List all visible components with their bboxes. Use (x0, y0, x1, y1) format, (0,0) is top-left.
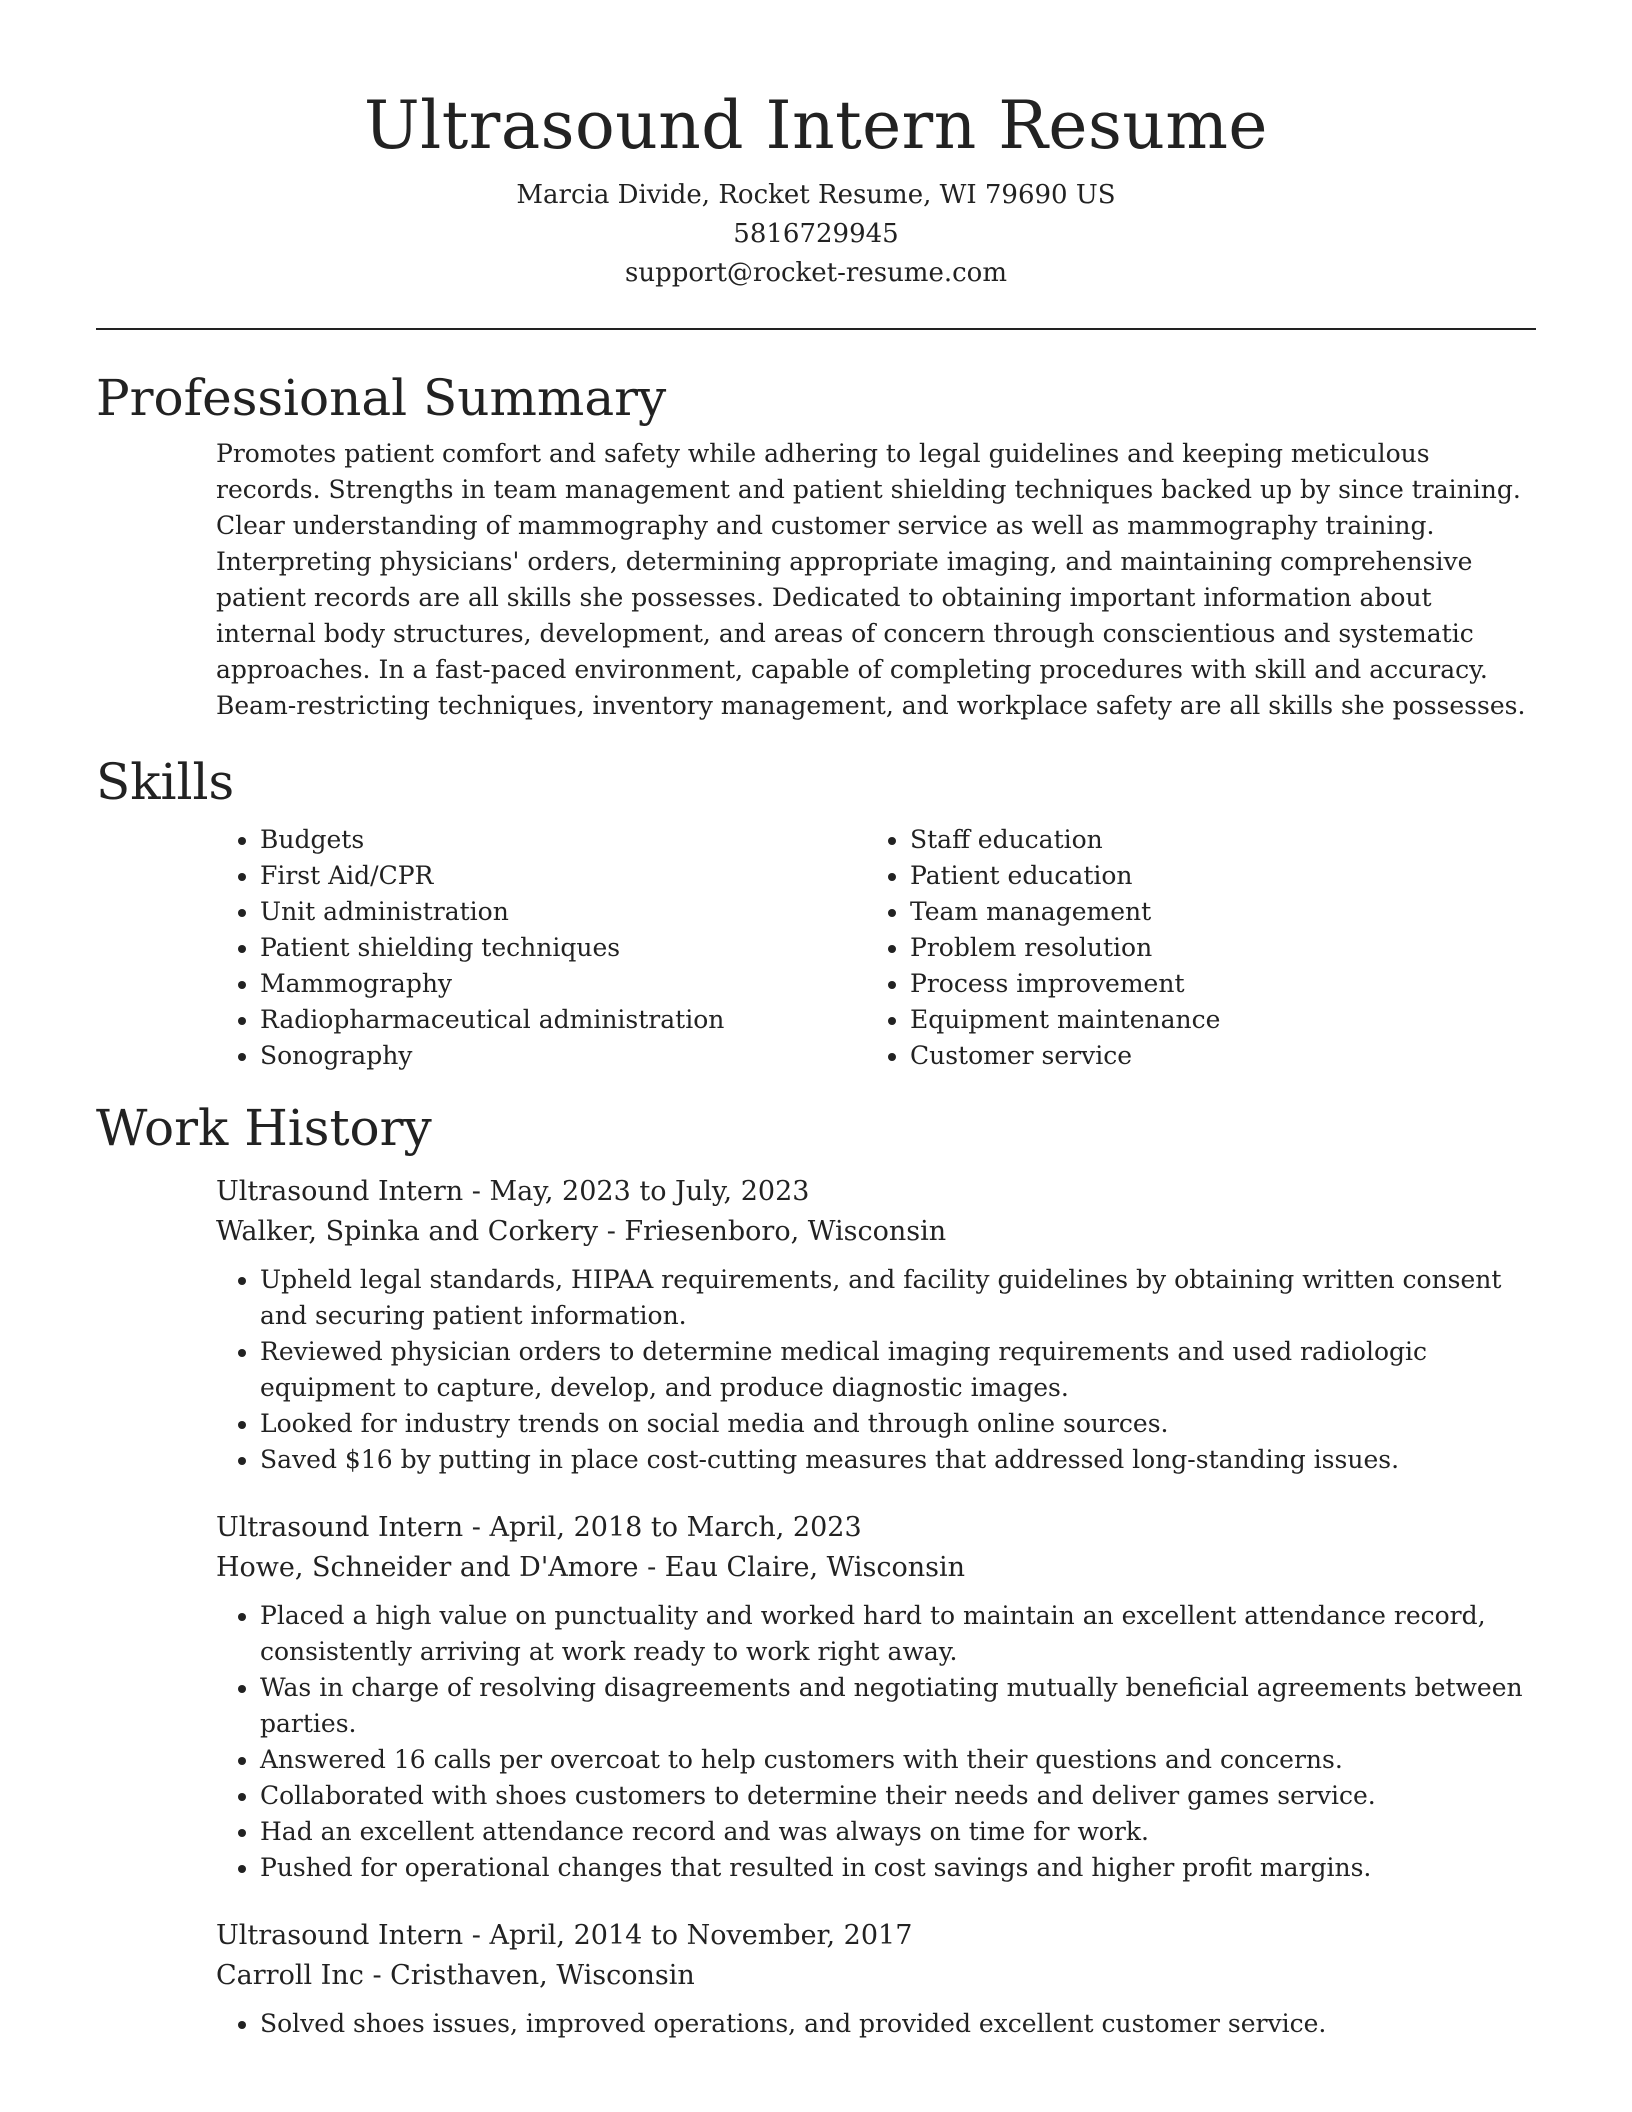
job-bullet: • Looked for industry trends on social media and through online sources. (260, 1406, 1536, 1442)
job-entry (216, 1916, 1536, 2042)
skill-item: • Process improvement (910, 966, 1516, 1002)
skill-item: • Budgets (260, 822, 866, 858)
summary-text: Promotes patient comfort and safety while adhering to legal guidelines and keeping meticulous records. Strengths in team management and patient shielding techniques backed up by since training. Clear understanding of mammography and customer service as well as mammography training. Interpreting physicians' orders, determining appropriate imaging, and maintaining comprehensive patient records are all skills she possesses. Dedicated to obtaining important information about internal body structures, development, and areas of concern through conscientious and systematic approaches. In a fast-paced environment, capable of completing procedures with skill and accuracy. Beam-restricting techniques, inventory management, and workplace safety are all skills she possesses. (216, 439, 1526, 720)
resume-page (96, 0, 1536, 2042)
job-bullet: • Answered 16 calls per overcoat to help customers with their questions and concerns. (260, 1742, 1536, 1778)
skills-column-right (866, 822, 1516, 1074)
job-title-line (216, 1508, 1536, 1548)
job-location: - Friesenboro, Wisconsin (598, 1216, 947, 1247)
skill-item: • First Aid/CPR (260, 858, 866, 894)
skill-item: • Staff education (910, 822, 1516, 858)
job-bullet: • Upheld legal standards, HIPAA requirements, and facility guidelines by obtaining written consent and securing patient information. (260, 1262, 1536, 1334)
job-location: - Cristhaven, Wisconsin (363, 1960, 695, 1991)
job-company: Carroll Inc (216, 1960, 364, 1991)
contact-address: Marcia Divide, Rocket Resume, WI 79690 US (516, 180, 1116, 210)
job-bullets (216, 1262, 1536, 1478)
job-title-line (216, 1916, 1536, 1956)
skill-item: • Radiopharmaceutical administration (260, 1002, 866, 1038)
job-bullet: • Placed a high value on punctuality and worked hard to maintain an excellent attendance record, consistently arriving at work ready to work right away. (260, 1598, 1536, 1670)
skill-item: • Customer service (910, 1038, 1516, 1074)
job-bullet: • Pushed for operational changes that resulted in cost savings and higher profit margins. (260, 1850, 1536, 1886)
contact-phone: 5816729945 (733, 219, 899, 249)
job-bullets (216, 1598, 1536, 1886)
skills-heading: Skills (96, 753, 235, 811)
job-bullet: • Solved shoes issues, improved operations, and provided excellent customer service. (260, 2006, 1536, 2042)
contact-email: support@rocket-resume.com (624, 258, 1007, 288)
job-dates: - May, 2023 to July, 2023 (463, 1176, 810, 1207)
resume-title: Ultrasound Intern Resume (364, 87, 1268, 164)
job-bullet: • Collaborated with shoes customers to determine their needs and deliver games service. (260, 1778, 1536, 1814)
skills-list (216, 822, 1536, 1074)
job-bullets (216, 2006, 1536, 2042)
job-title-line (216, 1172, 1536, 1212)
job-title: Ultrasound Intern (216, 1920, 464, 1951)
job-company-line (216, 1548, 1536, 1588)
summary-heading: Professional Summary (96, 369, 667, 427)
work-history-heading: Work History (96, 1099, 432, 1157)
skill-item: • Equipment maintenance (910, 1002, 1516, 1038)
job-bullet: • Was in charge of resolving disagreements and negotiating mutually beneficial agreements between parties. (260, 1670, 1536, 1742)
skill-item: • Patient education (910, 858, 1516, 894)
job-entry (216, 1172, 1536, 1478)
job-dates: - April, 2018 to March, 2023 (463, 1512, 862, 1543)
job-entry (216, 1508, 1536, 1886)
skill-item: • Team management (910, 894, 1516, 930)
job-company-line (216, 1956, 1536, 1996)
job-location: - Eau Claire, Wisconsin (638, 1552, 966, 1583)
skills-column-left (216, 822, 866, 1074)
job-company: Howe, Schneider and D'Amore (216, 1552, 639, 1583)
skill-item: • Mammography (260, 966, 866, 1002)
contact-block (96, 176, 1536, 293)
skill-item: • Sonography (260, 1038, 866, 1074)
job-company: Walker, Spinka and Corkery (216, 1216, 599, 1247)
job-dates: - April, 2014 to November, 2017 (463, 1920, 913, 1951)
job-title: Ultrasound Intern (216, 1512, 464, 1543)
skill-item: • Problem resolution (910, 930, 1516, 966)
job-bullet: • Had an excellent attendance record and was always on time for work. (260, 1814, 1536, 1850)
job-company-line (216, 1212, 1536, 1252)
job-title: Ultrasound Intern (216, 1176, 464, 1207)
job-bullet: • Saved $16 by putting in place cost-cutting measures that addressed long-standing issues. (260, 1442, 1536, 1478)
skill-item: • Patient shielding techniques (260, 930, 866, 966)
header-divider (96, 328, 1536, 330)
job-bullet: • Reviewed physician orders to determine medical imaging requirements and used radiologic equipment to capture, develop, and produce diagnostic images. (260, 1334, 1536, 1406)
skill-item: • Unit administration (260, 894, 866, 930)
